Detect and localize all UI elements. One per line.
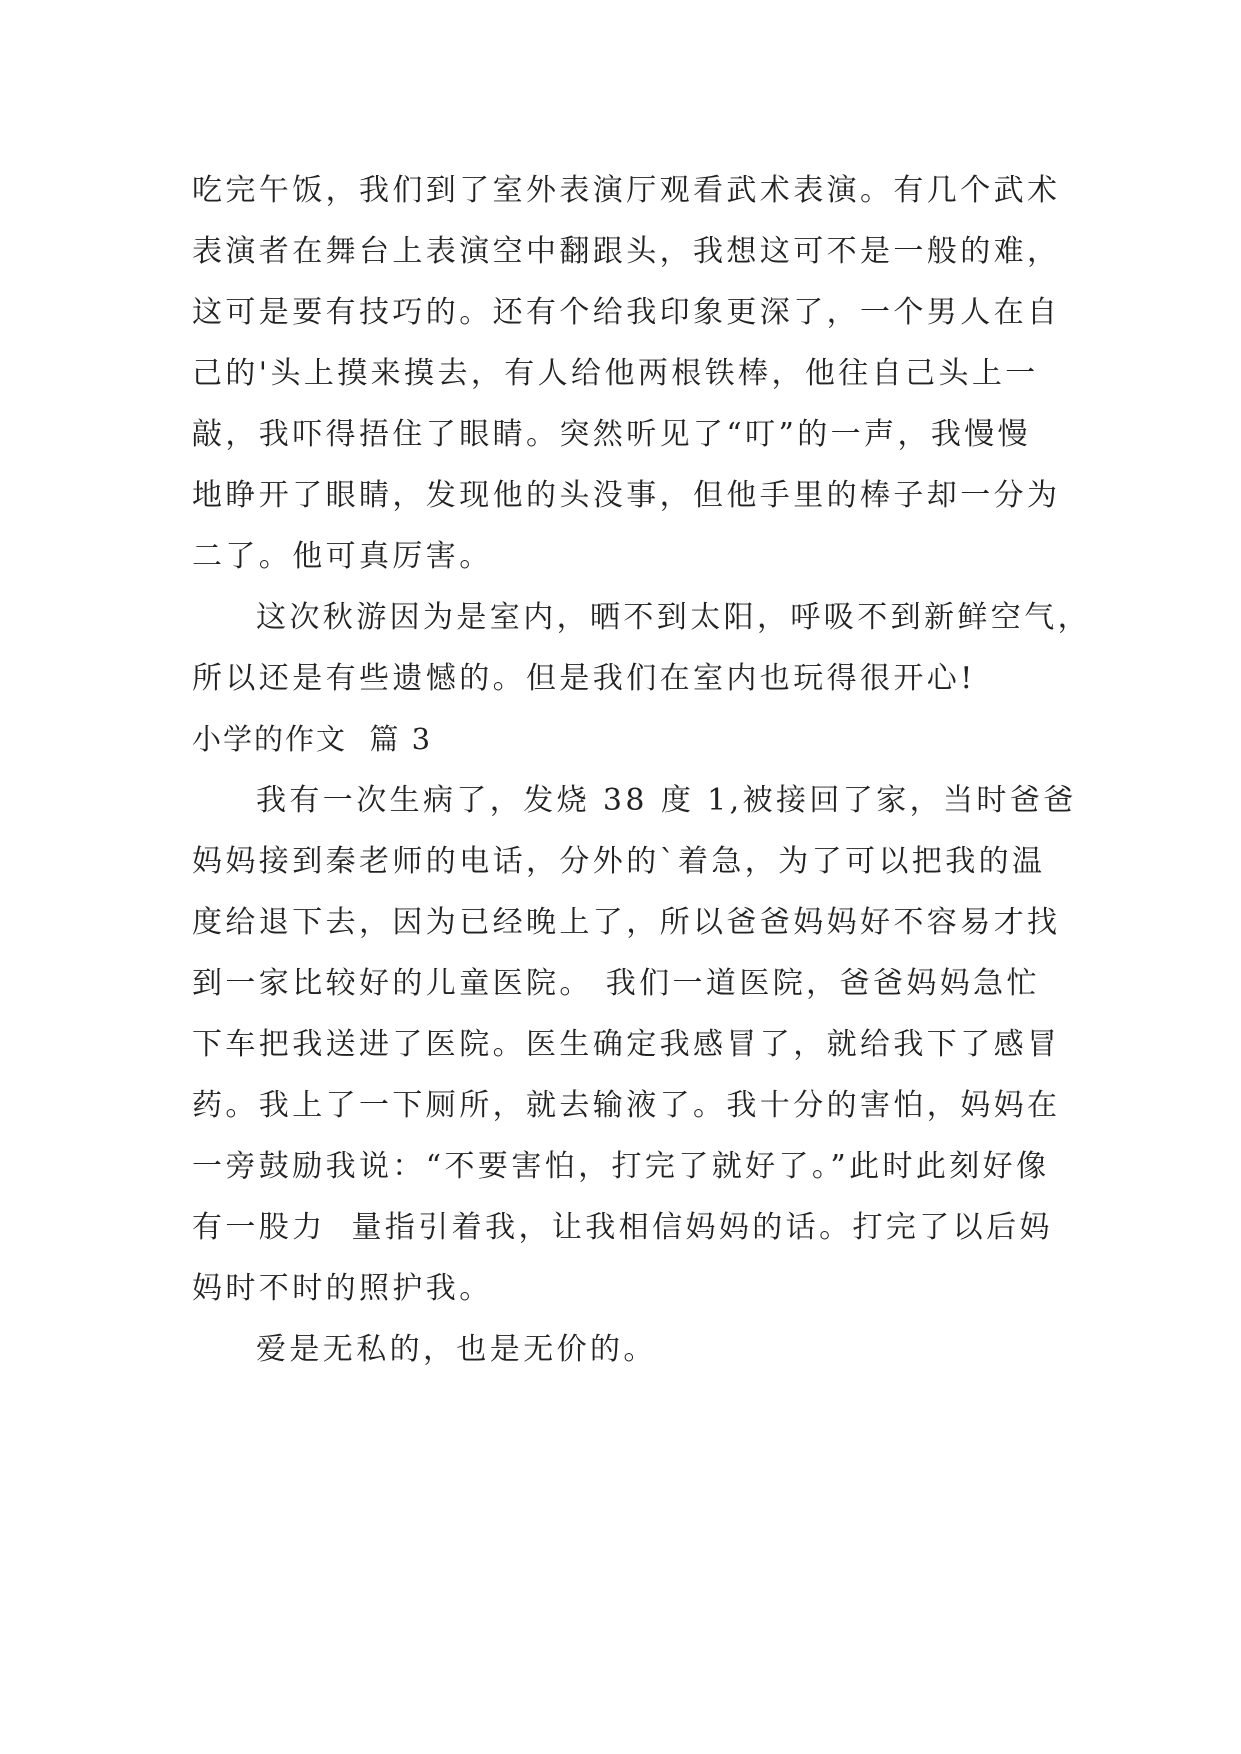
text-line: 度给退下去，因为已经晚上了，所以爸爸妈妈好不容易才找: [192, 905, 1061, 940]
document-body: [192, 160, 1091, 1380]
text-line: 我有一次生病了，发烧 38 度 1,被接回了家，当时爸爸: [256, 783, 1077, 818]
paragraph-autumn-trip: [192, 587, 1091, 709]
text-line: 吃完午饭，我们到了室外表演厅观看武术表演。有几个武术: [192, 173, 1061, 208]
section-heading: 小学的作文 篇 3: [192, 722, 433, 756]
paragraph-sick-story: [192, 770, 1077, 1319]
text-line: 爱是无私的，也是无价的。: [256, 1332, 657, 1367]
text-line: 到一家比较好的儿童医院。 我们一道医院，爸爸妈妈急忙: [192, 966, 1040, 1001]
text-line: 表演者在舞台上表演空中翻跟头，我想这可不是一般的难，: [192, 234, 1061, 269]
text-line: 一旁鼓励我说：“不要害怕，打完了就好了。”此时此刻好像: [192, 1149, 1050, 1184]
paragraph-love: [192, 1319, 1072, 1380]
text-line: 下车把我送进了医院。医生确定我感冒了，就给我下了感冒: [192, 1027, 1061, 1062]
text-line: 妈妈接到秦老师的电话，分外的`着急，为了可以把我的温: [192, 844, 1046, 879]
text-line: 地睁开了眼睛，发现他的头没事，但他手里的棒子却一分为: [192, 478, 1061, 513]
text-line: 己的'头上摸来摸去，有人给他两根铁棒，他往自己头上一: [192, 356, 1039, 391]
text-line: 二了。他可真厉害。: [192, 539, 493, 574]
text-line: 药。我上了一下厕所，就去输液了。我十分的害怕，妈妈在: [192, 1088, 1061, 1123]
paragraph-martial-arts: [192, 160, 1072, 587]
text-line: 妈时不时的照护我。: [192, 1271, 493, 1306]
text-line: 敲，我吓得捂住了眼睛。突然听见了“叮”的一声，我慢慢: [192, 417, 1032, 452]
text-line: 这可是要有技巧的。还有个给我印象更深了，一个男人在自: [192, 295, 1061, 330]
text-line: 这次秋游因为是室内，晒不到太阳，呼吸不到新鲜空气，: [256, 600, 1091, 635]
text-line: 有一股力 量指引着我，让我相信妈妈的话。打完了以后妈: [192, 1210, 1053, 1245]
text-line: 所以还是有些遗憾的。但是我们在室内也玩得很开心!: [192, 661, 976, 696]
